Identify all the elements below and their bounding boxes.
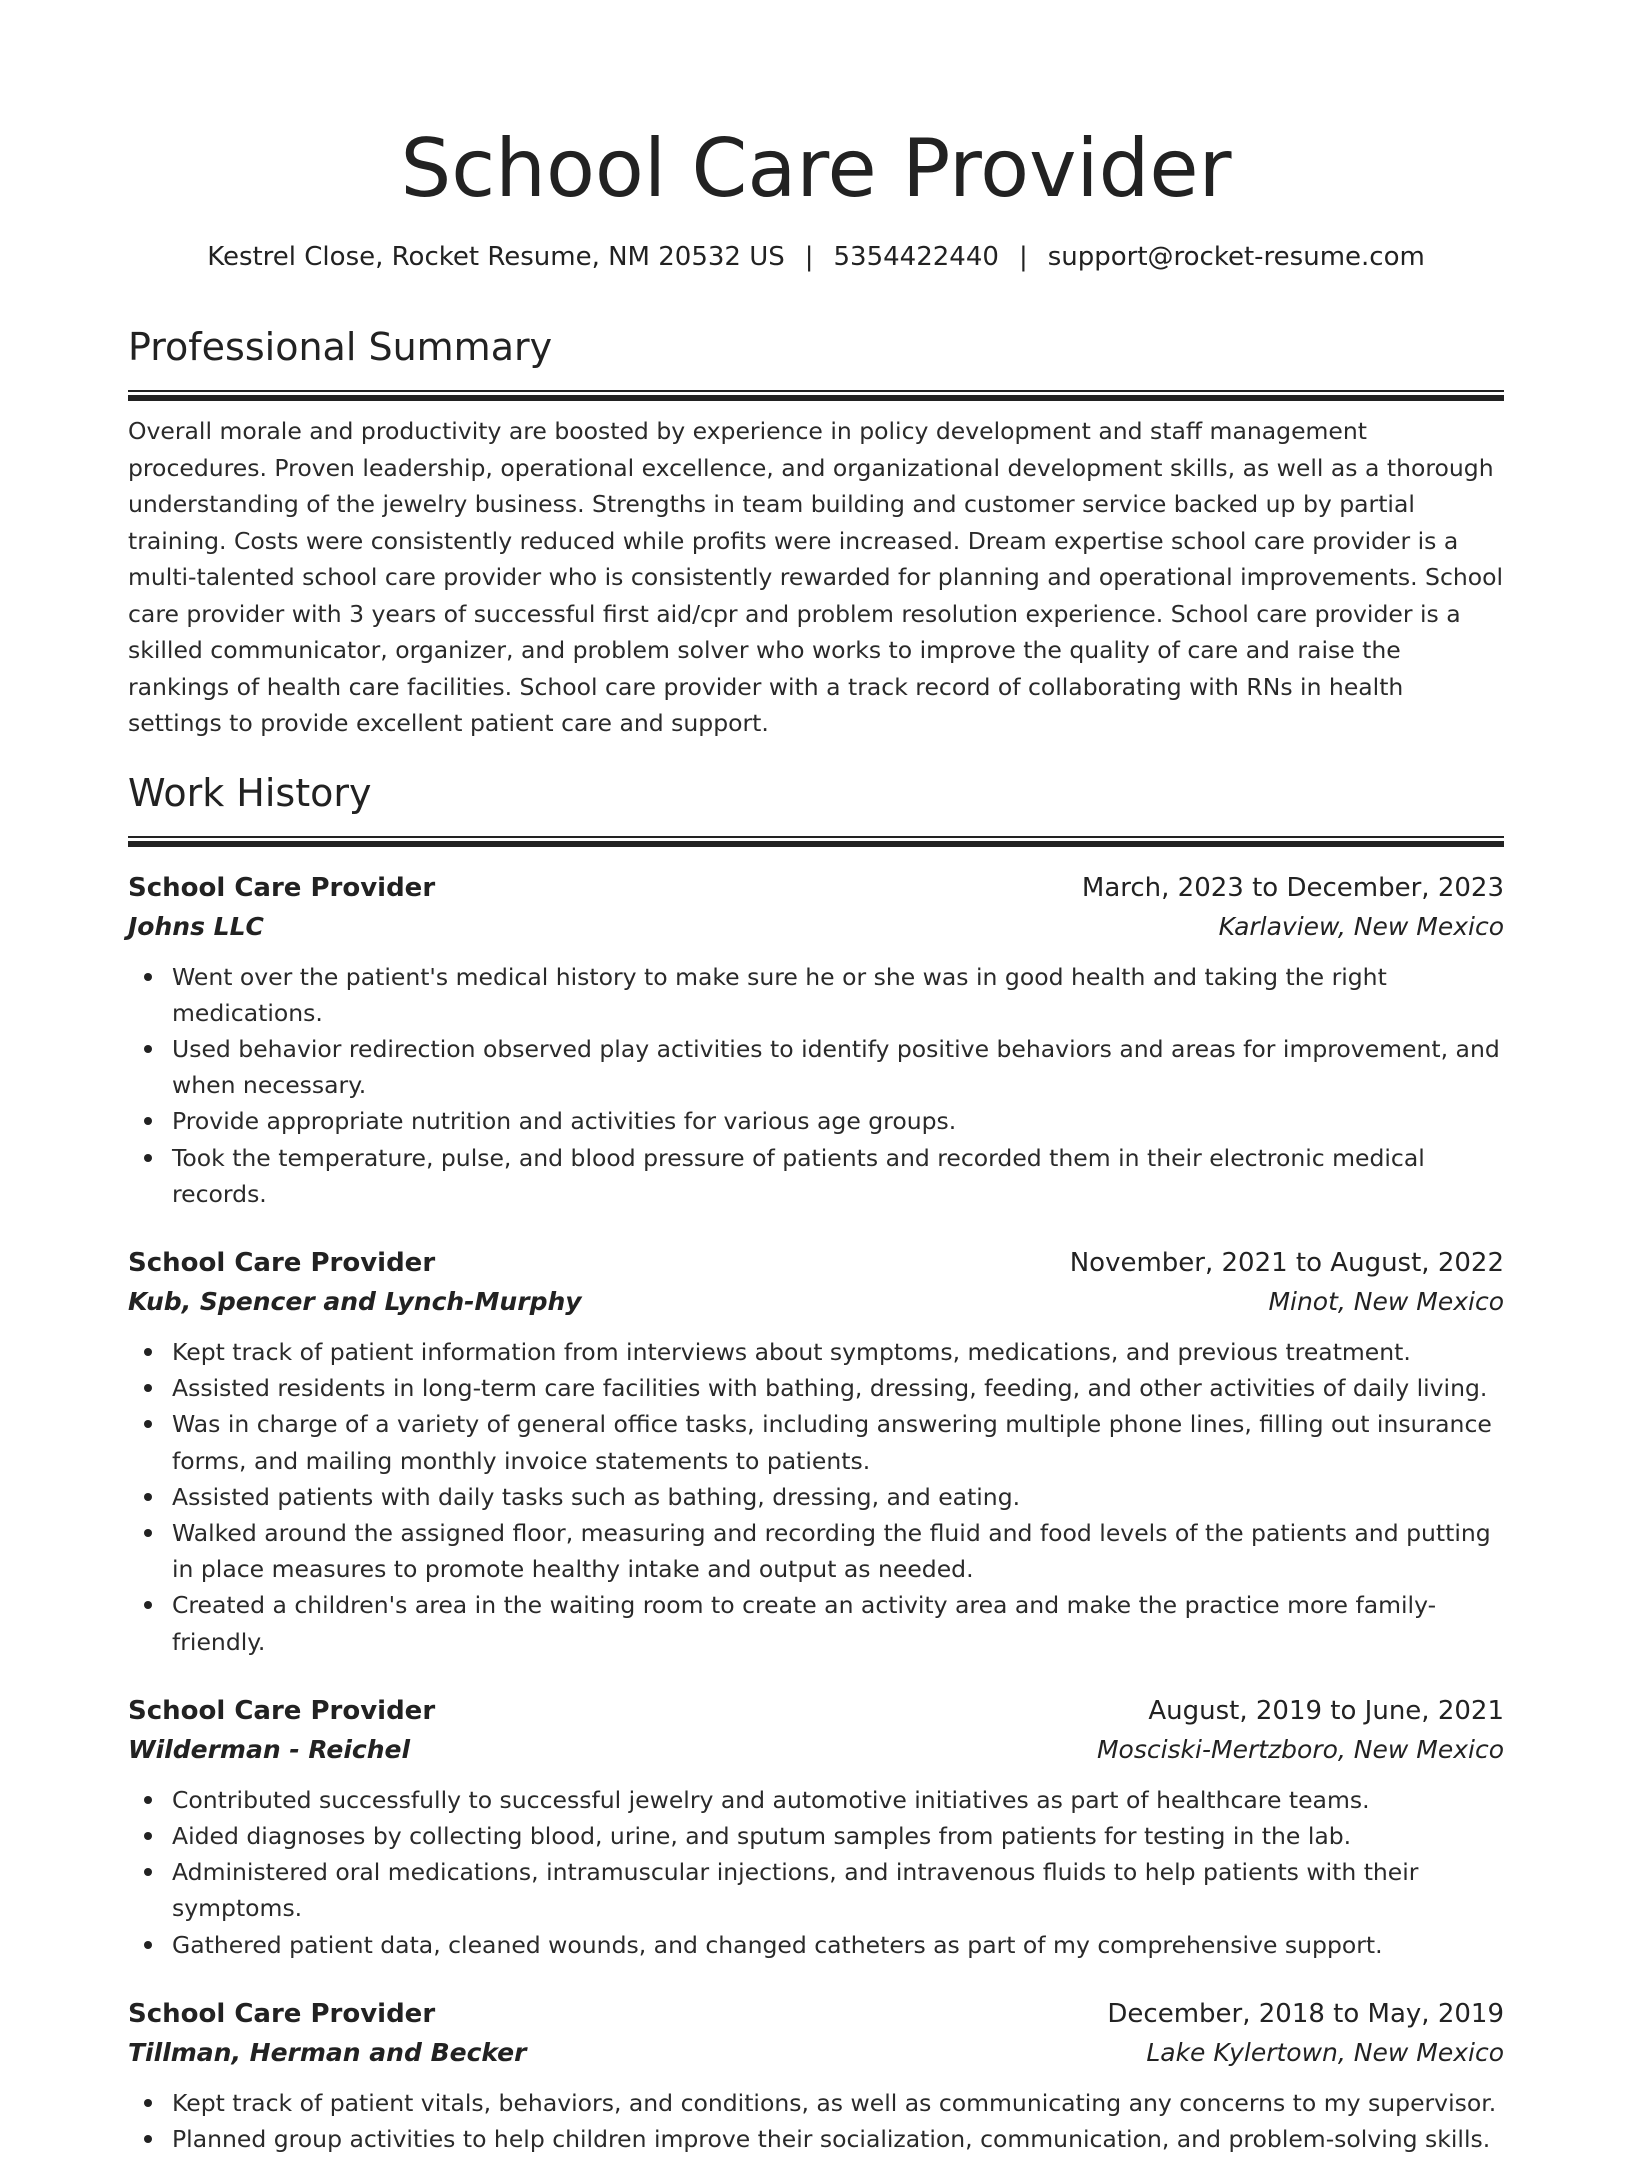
job-bullet: Went over the patient's medical history to make sure he or she was in good health and taking the right medications.	[128, 959, 1504, 1031]
job-bullet: Provide appropriate nutrition and activities for various age groups.	[128, 1103, 1504, 1139]
section-heading-summary: Professional Summary	[128, 324, 1504, 370]
job-dates: November, 2021 to August, 2022	[1070, 1244, 1504, 1282]
job-bullet-list	[128, 959, 1504, 1212]
job-location: Mosciski-Mertzboro, New Mexico	[1097, 1730, 1504, 1770]
job-bullet: Was in charge of a variety of general office tasks, including answering multiple phone lines, filling out insurance forms, and mailing monthly invoice statements to patients.	[128, 1406, 1504, 1478]
contact-phone: 5354422440	[834, 242, 999, 272]
job-company: Tillman, Herman and Becker	[128, 2033, 526, 2073]
job-bullet: Assisted residents in long-term care facilities with bathing, dressing, feeding, and other activities of daily living.	[128, 1370, 1504, 1406]
job-title: School Care Provider	[128, 1995, 435, 2033]
job-bullet-list	[128, 2085, 1504, 2157]
job-bullet-list	[128, 1334, 1504, 1660]
professional-summary-section	[128, 324, 1504, 742]
job-location: Lake Kylertown, New Mexico	[1146, 2033, 1504, 2073]
job-location: Karlaview, New Mexico	[1219, 907, 1504, 947]
contact-line	[128, 240, 1504, 274]
job-company: Johns LLC	[128, 907, 264, 947]
job-bullet: Contributed successfully to successful jewelry and automotive initiatives as part of healthcare teams.	[128, 1782, 1504, 1818]
page-title: School Care Provider	[128, 120, 1504, 218]
job-bullet-list	[128, 1782, 1504, 1963]
job-location: Minot, New Mexico	[1268, 1282, 1504, 1322]
job-bullet: Took the temperature, pulse, and blood pressure of patients and recorded them in their electronic medical records.	[128, 1140, 1504, 1212]
contact-separator: |	[999, 242, 1048, 272]
job-bullet: Assisted patients with daily tasks such as bathing, dressing, and eating.	[128, 1479, 1504, 1515]
contact-email: support@rocket-resume.com	[1048, 242, 1425, 272]
section-heading-work-history: Work History	[128, 770, 1504, 816]
job-company: Wilderman - Reichel	[128, 1730, 410, 1770]
contact-separator: |	[785, 242, 834, 272]
job-bullet: Created a children's area in the waiting room to create an activity area and make the practice more family-friendly.	[128, 1587, 1504, 1659]
job-bullet: Administered oral medications, intramuscular injections, and intravenous fluids to help patients with their symptoms.	[128, 1854, 1504, 1926]
job-company: Kub, Spencer and Lynch-Murphy	[128, 1282, 582, 1322]
job-entry	[128, 1692, 1504, 1963]
job-dates: August, 2019 to June, 2021	[1148, 1692, 1504, 1730]
job-bullet: Walked around the assigned floor, measuring and recording the fluid and food levels of the patients and putting in place measures to promote healthy intake and output as needed.	[128, 1515, 1504, 1587]
job-bullet: Gathered patient data, cleaned wounds, and changed catheters as part of my comprehensive support.	[128, 1927, 1504, 1963]
work-history-section	[128, 770, 1504, 2157]
job-title: School Care Provider	[128, 869, 435, 907]
resume-page	[128, 0, 1504, 2157]
job-entry	[128, 1244, 1504, 1660]
contact-address: Kestrel Close, Rocket Resume, NM 20532 US	[207, 242, 785, 272]
job-bullet: Kept track of patient information from interviews about symptoms, medications, and previous treatment.	[128, 1334, 1504, 1370]
job-entry	[128, 1995, 1504, 2157]
section-divider	[128, 390, 1504, 401]
job-bullet: Used behavior redirection observed play activities to identify positive behaviors and areas for improvement, and when necessary.	[128, 1031, 1504, 1103]
section-divider	[128, 836, 1504, 847]
job-dates: December, 2018 to May, 2019	[1107, 1995, 1504, 2033]
job-dates: March, 2023 to December, 2023	[1082, 869, 1504, 907]
summary-text: Overall morale and productivity are boosted by experience in policy development and staff management procedures. Proven leadership, operational excellence, and organizational development skills, as well as a thorough understanding of the jewelry business. Strengths in team building and customer service backed up by partial training. Costs were consistently reduced while profits were increased. Dream expertise school care provider is a multi-talented school care provider who is consistently rewarded for planning and operational improvements. School care provider with 3 years of successful first aid/cpr and problem resolution experience. School care provider is a skilled communicator, organizer, and problem solver who works to improve the quality of care and raise the rankings of health care facilities. School care provider with a track record of collaborating with RNs in health settings to provide excellent patient care and support.	[128, 413, 1504, 742]
job-bullet: Aided diagnoses by collecting blood, urine, and sputum samples from patients for testing in the lab.	[128, 1818, 1504, 1854]
job-title: School Care Provider	[128, 1244, 435, 1282]
job-entry	[128, 869, 1504, 1212]
job-bullet: Planned group activities to help children improve their socialization, communication, and problem-solving skills.	[128, 2121, 1504, 2157]
job-title: School Care Provider	[128, 1692, 435, 1730]
job-bullet: Kept track of patient vitals, behaviors, and conditions, as well as communicating any concerns to my supervisor.	[128, 2085, 1504, 2121]
